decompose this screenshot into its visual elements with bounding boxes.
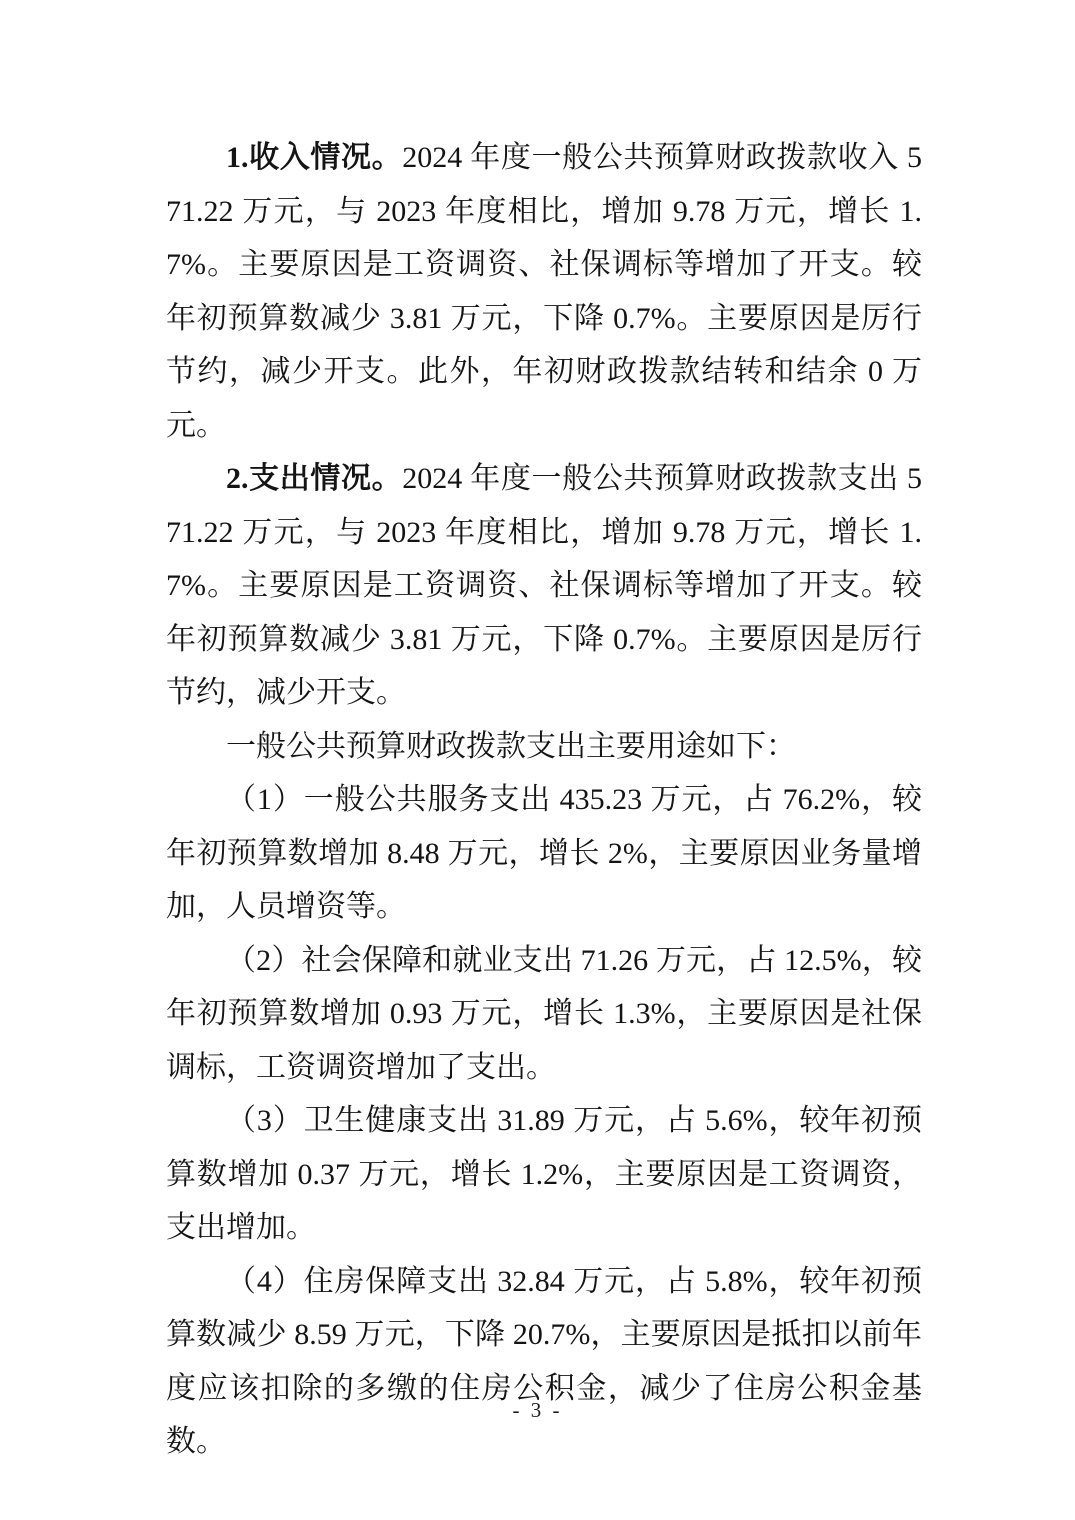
paragraph-text: （3）卫生健康支出 31.89 万元，占 5.6%，较年初预算数增加 0.37 万元，增长 1.2%，主要原因是工资调资，支出增加。 [166, 1104, 922, 1244]
paragraph-text: 2024 年度一般公共预算财政拨款收入 571.22 万元，与 2023 年度相比，增加 9.78 万元，增长 1.7%。主要原因是工资调资、社保调标等增加了开支。较年初预算数减少 3.81 万元，下降 0.7%。主要原因是厉行节约，减少开支。此外，年初财政拨款结转和结余 0 万元。 [166, 141, 923, 442]
paragraph-income-situation [166, 131, 922, 452]
paragraph-expenditure-situation [166, 452, 922, 720]
paragraph-bold-lead: 2.支出情况。 [226, 462, 403, 495]
paragraph-text: 一般公共预算财政拨款支出主要用途如下： [226, 729, 796, 763]
page-number: - 3 - [512, 1398, 563, 1422]
paragraph-bold-lead: 1.收入情况。 [226, 141, 403, 174]
paragraph-item-4-housing-security [166, 1255, 922, 1469]
paragraph-item-1-general-public-services [166, 773, 922, 934]
paragraph-usage-intro [166, 720, 922, 774]
paragraph-text: （4）住房保障支出 32.84 万元，占 5.8%，较年初预算数减少 8.59 万元，下降 20.7%，主要原因是抵扣以前年度应该扣除的多缴的住房公积金，减少了住房公积金基数。 [166, 1264, 922, 1458]
document-body [166, 131, 922, 1469]
paragraph-item-3-health [166, 1094, 922, 1255]
paragraph-item-2-social-security-employment [166, 934, 922, 1095]
paragraph-text: 2024 年度一般公共预算财政拨款支出 571.22 万元，与 2023 年度相比，增加 9.78 万元，增长 1.7%。主要原因是工资调资、社保调标等增加了开支。较年初预算数减少 3.81 万元，下降 0.7%。主要原因是厉行节约，减少开支。 [166, 462, 923, 709]
paragraph-text: （2）社会保障和就业支出 71.26 万元，占 12.5%，较年初预算数增加 0.93 万元，增长 1.3%，主要原因是社保调标，工资调资增加了支出。 [166, 943, 922, 1084]
paragraph-text: （1）一般公共服务支出 435.23 万元，占 76.2%，较年初预算数增加 8.48 万元，增长 2%，主要原因业务量增加，人员增资等。 [166, 783, 922, 923]
